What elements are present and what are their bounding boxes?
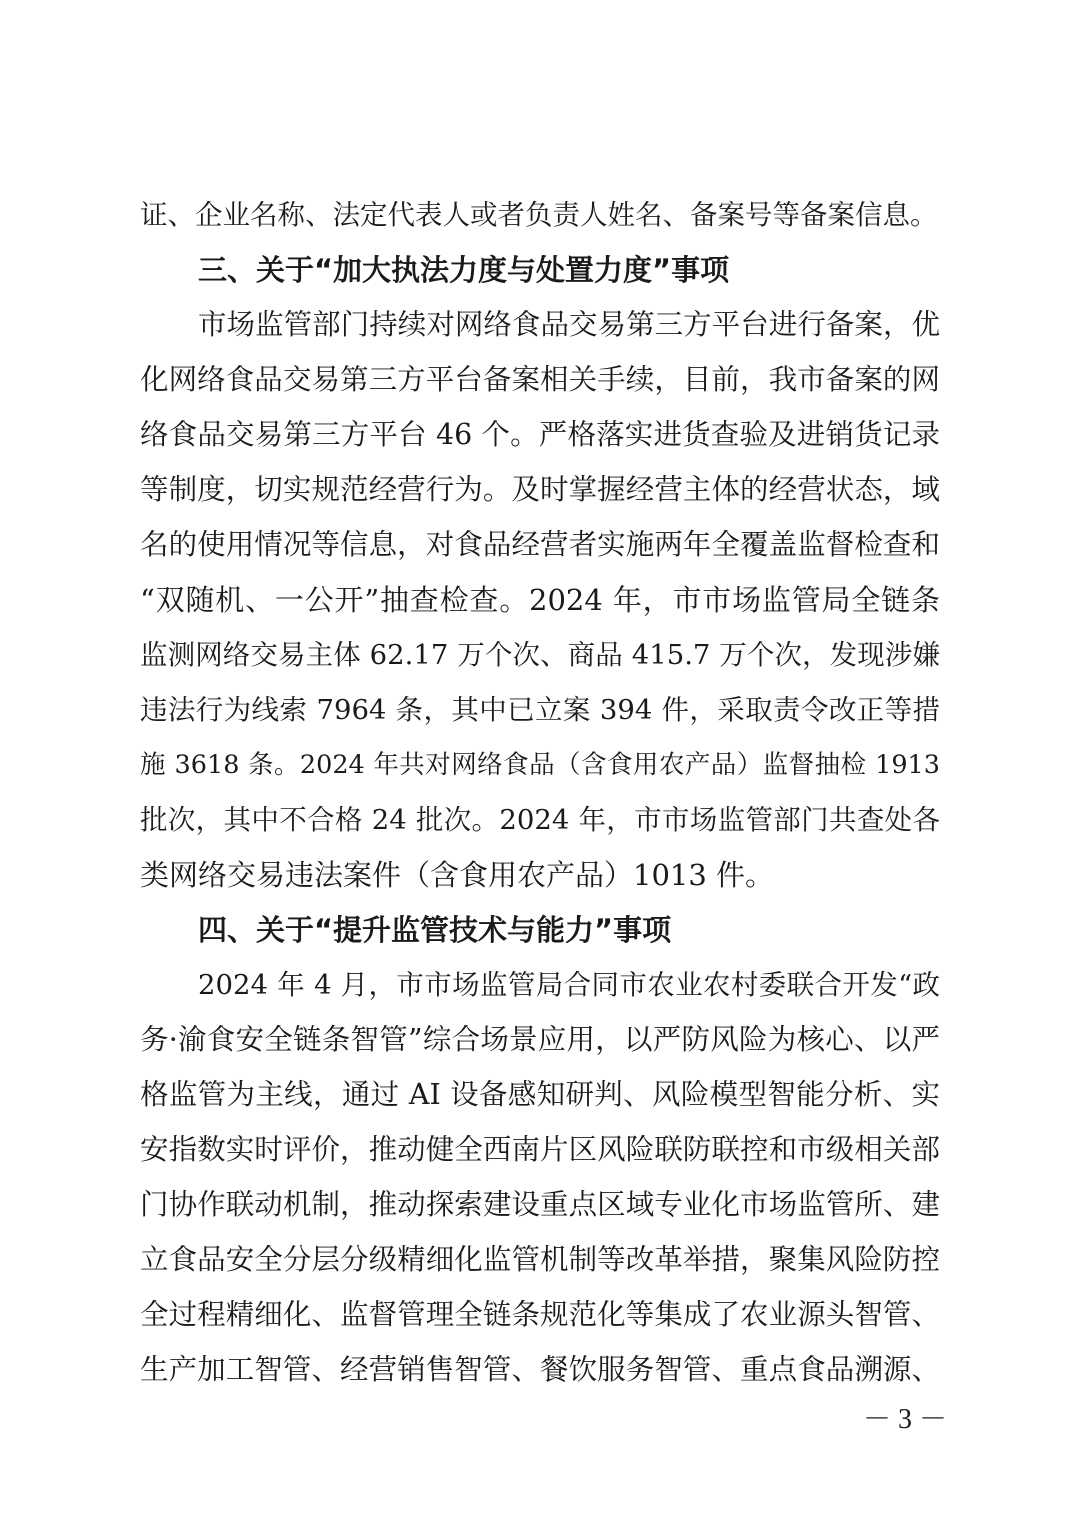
section-4-line: 2024 年 4 月，市市场监管局合同市农业农村委联合开发“政 bbox=[198, 969, 940, 1001]
section-3-line: “双随机、一公开”抽查检查。2024 年，市市场监管局全链条 bbox=[140, 583, 940, 617]
section-4-line: 立食品安全分层分级精细化监管机制等改革举措，聚集风险防控 bbox=[140, 1243, 940, 1276]
section-3-line: 类网络交易违法案件（含食用农产品）1013 件。 bbox=[140, 858, 775, 892]
section-4-line: 格监管为主线，通过 AI 设备感知研判、风险模型智能分析、实 bbox=[140, 1078, 940, 1111]
section-4-line: 务·渝食安全链条智管”综合场景应用，以严防风险为核心、以严 bbox=[140, 1023, 940, 1056]
page-number: － 3 － bbox=[862, 1404, 947, 1435]
section-3-line: 违法行为线索 7964 条，其中已立案 394 件，采取责令改正等措 bbox=[140, 694, 940, 726]
section-3-line: 等制度，切实规范经营行为。及时掌握经营主体的经营状态，域 bbox=[140, 473, 940, 506]
section-4-line: 全过程精细化、监督管理全链条规范化等集成了农业源头智管、 bbox=[140, 1298, 940, 1331]
section-3-line: 市场监管部门持续对网络食品交易第三方平台进行备案，优 bbox=[198, 308, 940, 341]
section-3-heading: 三、关于“加大执法力度与处置力度”事项 bbox=[198, 253, 730, 287]
continuation-line: 证、企业名称、法定代表人或者负责人姓名、备案号等备案信息。 bbox=[140, 199, 938, 231]
section-4-line: 门协作联动机制，推动探索建设重点区域专业化市场监管所、建 bbox=[140, 1188, 940, 1221]
section-3-line: 监测网络交易主体 62.17 万个次、商品 415.7 万个次，发现涉嫌 bbox=[140, 639, 940, 671]
section-4-line: 安指数实时评价，推动健全西南片区风险联防联控和市级相关部 bbox=[140, 1133, 940, 1166]
section-4-line: 生产加工智管、经营销售智管、餐饮服务智管、重点食品溯源、 bbox=[140, 1353, 940, 1386]
section-4-heading: 四、关于“提升监管技术与能力”事项 bbox=[198, 913, 672, 947]
section-3-line: 络食品交易第三方平台 46 个。严格落实进货查验及进销货记录 bbox=[140, 418, 940, 451]
section-3-line: 名的使用情况等信息，对食品经营者实施两年全覆盖监督检查和 bbox=[140, 528, 940, 561]
section-3-line: 批次，其中不合格 24 批次。2024 年，市市场监管部门共查处各 bbox=[140, 804, 940, 836]
section-3-line: 施 3618 条。2024 年共对网络食品（含食用农产品）监督抽检 1913 bbox=[140, 750, 940, 780]
section-3-line: 化网络食品交易第三方平台备案相关手续，目前，我市备案的网 bbox=[140, 363, 940, 396]
